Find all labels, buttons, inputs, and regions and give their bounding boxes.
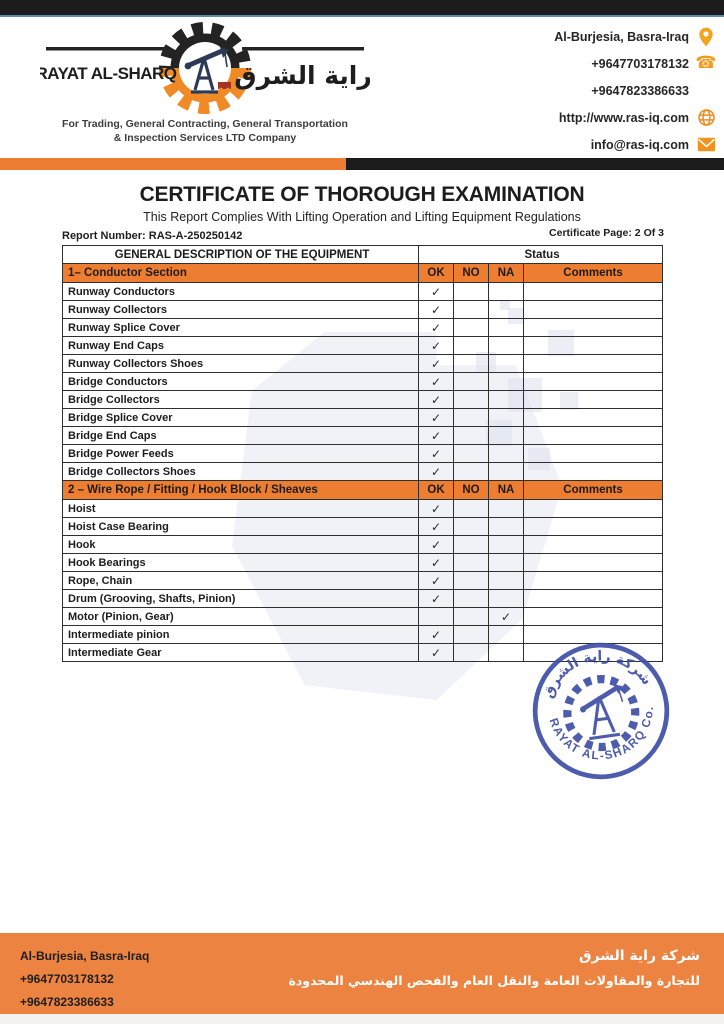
row-label: Hook <box>63 536 419 554</box>
row-label: Intermediate Gear <box>63 644 419 662</box>
status-cell-na: ✓ <box>489 608 524 626</box>
column-header-no: NO <box>454 264 489 283</box>
status-cell-ok: ✓ <box>419 337 454 355</box>
contact-list <box>486 23 716 158</box>
table-row <box>63 572 663 590</box>
status-cell-no <box>454 644 489 662</box>
contact-row <box>486 77 716 104</box>
comments-cell <box>524 463 663 481</box>
status-cell-no <box>454 626 489 644</box>
status-cell-no <box>454 283 489 301</box>
status-cell-na <box>489 463 524 481</box>
contact-row <box>486 23 716 50</box>
status-cell-na <box>489 283 524 301</box>
status-cell-no <box>454 391 489 409</box>
table-row <box>63 283 663 301</box>
status-cell-ok: ✓ <box>419 409 454 427</box>
contact-text: http://www.ras-iq.com <box>558 110 689 125</box>
company-stamp <box>518 629 685 792</box>
status-cell-na <box>489 409 524 427</box>
company-name-en: RAYAT AL-SHARQ <box>40 64 177 83</box>
status-cell-na <box>489 536 524 554</box>
status-cell-ok <box>419 608 454 626</box>
comments-cell <box>524 427 663 445</box>
table-row <box>63 554 663 572</box>
row-label: Runway Conductors <box>63 283 419 301</box>
status-cell-na <box>489 301 524 319</box>
status-cell-ok: ✓ <box>419 590 454 608</box>
phone-icon: ☎ <box>695 53 717 73</box>
description-header: GENERAL DESCRIPTION OF THE EQUIPMENT <box>63 246 419 264</box>
inspection-table <box>62 245 663 662</box>
top-black-bar <box>0 0 724 17</box>
status-cell-ok: ✓ <box>419 427 454 445</box>
row-label: Hoist <box>63 500 419 518</box>
column-header-no: NO <box>454 481 489 500</box>
status-cell-na <box>489 337 524 355</box>
status-cell-ok: ✓ <box>419 319 454 337</box>
column-header-ok: OK <box>419 481 454 500</box>
comments-cell <box>524 518 663 536</box>
comments-cell <box>524 409 663 427</box>
table-row <box>63 319 663 337</box>
table-row <box>63 463 663 481</box>
comments-cell <box>524 554 663 572</box>
table-row <box>63 373 663 391</box>
location-pin-icon <box>696 27 716 47</box>
status-cell-no <box>454 608 489 626</box>
status-cell-na <box>489 500 524 518</box>
contact-row <box>486 50 716 77</box>
status-cell-na <box>489 391 524 409</box>
column-header-comments: Comments <box>524 264 663 283</box>
contact-row <box>486 131 716 158</box>
table-row <box>63 355 663 373</box>
comments-cell <box>524 373 663 391</box>
contact-text: +9647823386633 <box>591 83 689 98</box>
row-label: Bridge Collectors Shoes <box>63 463 419 481</box>
column-header-na: NA <box>489 481 524 500</box>
footer-phone1: +9647703178132 <box>20 972 114 986</box>
row-label: Runway Splice Cover <box>63 319 419 337</box>
status-cell-ok: ✓ <box>419 373 454 391</box>
row-label: Bridge Power Feeds <box>63 445 419 463</box>
status-cell-no <box>454 590 489 608</box>
status-cell-ok: ✓ <box>419 536 454 554</box>
status-cell-no <box>454 518 489 536</box>
status-cell-ok: ✓ <box>419 644 454 662</box>
row-label: Bridge Conductors <box>63 373 419 391</box>
row-label: Runway End Caps <box>63 337 419 355</box>
status-cell-ok: ✓ <box>419 301 454 319</box>
comments-cell <box>524 391 663 409</box>
row-label: Runway Collectors <box>63 301 419 319</box>
row-label: Drum (Grooving, Shafts, Pinion) <box>63 590 419 608</box>
comments-cell <box>524 572 663 590</box>
table-row <box>63 500 663 518</box>
row-label: Motor (Pinion, Gear) <box>63 608 419 626</box>
status-cell-no <box>454 554 489 572</box>
status-cell-na <box>489 355 524 373</box>
status-cell-ok: ✓ <box>419 445 454 463</box>
table-row <box>63 608 663 626</box>
status-cell-na <box>489 590 524 608</box>
header-divider-bar <box>0 158 724 170</box>
row-label: Hook Bearings <box>63 554 419 572</box>
status-cell-na <box>489 626 524 644</box>
status-cell-na <box>489 572 524 590</box>
certificate-page-number: Certificate Page: 2 Of 3 <box>549 227 664 239</box>
status-cell-na <box>489 445 524 463</box>
status-cell-ok: ✓ <box>419 283 454 301</box>
stamp-gear-icon <box>563 675 640 752</box>
comments-cell <box>524 355 663 373</box>
company-tagline: For Trading, General Contracting, General Transportation & Inspection Services LTD Company <box>62 118 348 144</box>
contact-text: +9647703178132 <box>591 56 689 71</box>
footer <box>0 933 724 1014</box>
status-cell-no <box>454 301 489 319</box>
contact-row <box>486 104 716 131</box>
section-title: 1– Conductor Section <box>63 264 419 283</box>
status-cell-ok: ✓ <box>419 463 454 481</box>
status-cell-no <box>454 463 489 481</box>
row-label: Runway Collectors Shoes <box>63 355 419 373</box>
report-number: Report Number: RAS-A-250250142 <box>62 230 243 242</box>
page-subtitle: This Report Complies With Lifting Operation and Lifting Equipment Regulations <box>143 210 581 224</box>
footer-phone2: +9647823386633 <box>20 995 114 1009</box>
status-cell-no <box>454 355 489 373</box>
status-cell-no <box>454 319 489 337</box>
section-header-row <box>63 481 663 500</box>
table-row <box>63 518 663 536</box>
comments-cell <box>524 536 663 554</box>
row-label: Bridge Collectors <box>63 391 419 409</box>
comments-cell <box>524 319 663 337</box>
column-header-comments: Comments <box>524 481 663 500</box>
status-cell-na <box>489 427 524 445</box>
company-logo <box>40 20 370 121</box>
column-header-ok: OK <box>419 264 454 283</box>
status-cell-ok: ✓ <box>419 626 454 644</box>
comments-cell <box>524 301 663 319</box>
comments-cell <box>524 608 663 626</box>
comments-cell <box>524 500 663 518</box>
row-label: Bridge End Caps <box>63 427 419 445</box>
status-cell-no <box>454 337 489 355</box>
footer-company-ar: شركة راية الشرق <box>579 948 700 964</box>
status-cell-no <box>454 427 489 445</box>
envelope-icon <box>696 135 716 155</box>
page-title: CERTIFICATE OF THOROUGH EXAMINATION <box>139 183 585 206</box>
comments-cell <box>524 445 663 463</box>
table-body <box>63 264 663 662</box>
table-row <box>63 445 663 463</box>
status-cell-na <box>489 518 524 536</box>
globe-icon <box>696 108 716 128</box>
row-label: Hoist Case Bearing <box>63 518 419 536</box>
bottom-strip <box>0 1014 724 1024</box>
table-row <box>63 337 663 355</box>
status-cell-ok: ✓ <box>419 355 454 373</box>
row-label: Intermediate pinion <box>63 626 419 644</box>
table-row <box>63 590 663 608</box>
section-header-row <box>63 264 663 283</box>
table-row <box>63 391 663 409</box>
table-row <box>63 301 663 319</box>
status-header: Status <box>419 246 663 264</box>
comments-cell <box>524 337 663 355</box>
row-label: Bridge Splice Cover <box>63 409 419 427</box>
row-label: Rope, Chain <box>63 572 419 590</box>
comments-cell <box>524 283 663 301</box>
company-name-ar: راية الشرق <box>234 61 370 90</box>
status-cell-no <box>454 500 489 518</box>
footer-tagline-ar: للتجارة والمقاولات العامة والنقل العام والفحص الهندسي المحدودة <box>288 973 700 988</box>
divider-orange-segment <box>0 158 346 170</box>
status-cell-na <box>489 373 524 391</box>
contact-text: info@ras-iq.com <box>590 137 689 152</box>
table-header-row <box>63 246 663 264</box>
stamp-latin-text: RAYAT AL-SHARQ Co. <box>546 705 656 763</box>
column-header-na: NA <box>489 264 524 283</box>
stamp-arabic-text: شركة راية الشرق <box>540 648 655 701</box>
none <box>696 81 716 101</box>
status-cell-ok: ✓ <box>419 572 454 590</box>
status-cell-ok: ✓ <box>419 554 454 572</box>
status-cell-ok: ✓ <box>419 391 454 409</box>
status-cell-no <box>454 536 489 554</box>
comments-cell <box>524 590 663 608</box>
footer-address: Al-Burjesia, Basra-Iraq <box>20 949 150 963</box>
footer-arabic-block <box>289 943 701 993</box>
status-cell-na <box>489 554 524 572</box>
status-cell-na <box>489 319 524 337</box>
contact-text: Al-Burjesia, Basra-Iraq <box>554 29 689 44</box>
status-cell-no <box>454 445 489 463</box>
table-row <box>63 626 663 644</box>
status-cell-no <box>454 409 489 427</box>
status-cell-no <box>454 373 489 391</box>
status-cell-ok: ✓ <box>419 518 454 536</box>
section-title: 2 – Wire Rope / Fitting / Hook Block / Sheaves <box>63 481 419 500</box>
table-row <box>63 427 663 445</box>
status-cell-no <box>454 572 489 590</box>
footer-contact-block <box>20 945 149 1014</box>
table-row <box>63 409 663 427</box>
table-row <box>63 536 663 554</box>
status-cell-ok: ✓ <box>419 500 454 518</box>
